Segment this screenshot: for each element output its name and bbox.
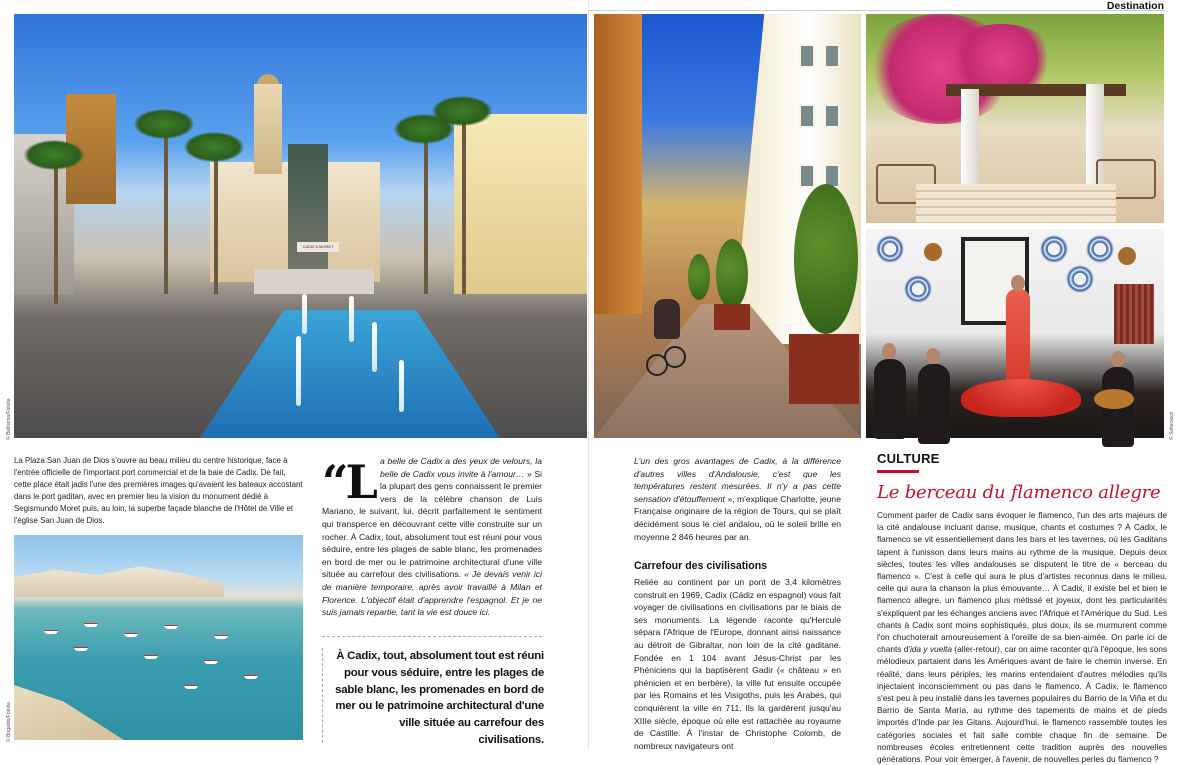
civilisations-paragraph: Reliée au continent par un pont de 3,4 kilomètres construit en 1969, Cadix (Cádiz en espagnol) vous fait voyager de civilisations en civilisations par le biais de ses monuments. La légende raconte qu'Hercule sépara l'Afrique de l'Europe, donnant ainsi naissance au détroit de Gibraltar, non loin de la cité gaditane. Fondée en 1 104 avant Jésus-Christ par les Phéniciens qui la baptisèrent Gadir (« château » en phénicien et en berbère), la ville fut ensuite occupée par les Romains et les Visigoths, puis les Arabes, qui conquièrent la ville en 711. Ils la gardèrent jusqu'au XIIIe siècle, époque où elle est rattachée au royaume de Castille. À l'instar de Christophe Colomb, de nombreux navigateurs ont — [634, 577, 841, 751]
guitar — [1094, 389, 1134, 409]
dancer-head — [1011, 275, 1025, 291]
culture-italic: ida y vuelta — [909, 644, 952, 655]
culture-rule — [877, 470, 919, 473]
culture-tag: CULTURE — [877, 451, 940, 466]
boat — [44, 630, 58, 634]
plaza-caption: La Plaza San Juan de Dios s'ouvre au beau milieu du centre historique, face à l'entrée officielle de l'important port commercial et de la baie de Cadix. De fait, cette place était jadis l'une des premières images qu'avaient les bateaux accostant dans le port gaditan, avec en premier lieu la vision du monument dédié à Segismundo Moret puis, au loin, la superbe façade blanche de l'Hôtel de Ville et l'église San Juan de Dios. — [14, 456, 303, 525]
article-column — [634, 455, 841, 543]
planter — [714, 304, 750, 330]
musician-head — [926, 348, 940, 364]
culture-title: Le berceau du flamenco allegre — [877, 482, 1161, 503]
ceramic-plate — [1066, 265, 1094, 293]
cadiz-beach-photo — [14, 535, 303, 740]
copper-pan — [1118, 247, 1136, 265]
garden-steps — [916, 184, 1116, 223]
divider — [322, 636, 542, 637]
boat — [84, 623, 98, 627]
building — [454, 114, 587, 294]
dancer-dress — [961, 379, 1081, 417]
musician — [918, 364, 950, 444]
window — [799, 44, 815, 68]
window — [824, 104, 840, 128]
intro-quote: a belle de Cadix a des yeux de velours, la belle de Cadix vous invite à l'amour… — [380, 456, 542, 479]
section-label: Destination — [1106, 0, 1164, 12]
palm-tree — [462, 109, 466, 294]
musician-head — [882, 343, 896, 359]
palm-tree — [164, 124, 168, 294]
culture-text-1: Comment parler de Cadix sans évoquer le flamenco, l'un des arts majeurs de la cité andalouse incluant danse, musique, chants et costumes ? À Cadix, le flamenco se vit essentiellement dans les bars et les tavernes, où les Gaditans tapent à l'unisson dans leurs mains au rythme de la musique. Depuis deux siècles, toutes les villes andalouses se disputent le titre de « berceau du flamenco ». C'est à celle qui aura le plus d'artistes reconnus dans le milieu, celle qui aura la chanson la plus émouvante… À Cadix, il existe bel et bien le flamenco allegre, un flamenco plus métissé et joyeux, dont les particularités s'expliquent par les échanges anciens avec l'Afrique et l'Amérique du Sud. Les chants à Cadix sont moins sophistiqués, plus doux, ils se murmurent comme l'on chuchoterait amoureusement à l'oreille de sa bien-aimée. On parle ici de chants d' — [877, 510, 1167, 655]
flamenco-performance-photo — [866, 229, 1164, 438]
cadiz-street-photo — [594, 14, 861, 438]
window — [799, 104, 815, 128]
ceramic-plate — [904, 275, 932, 303]
cypress-shrub — [716, 239, 748, 309]
palm-frond — [432, 96, 492, 126]
fountain-jet — [296, 336, 301, 406]
header-rule — [589, 10, 1165, 11]
planter — [789, 334, 859, 404]
cypress-shrub — [794, 184, 858, 334]
photo-credit: © Bellisima/Fotolia — [6, 398, 12, 440]
boat — [244, 675, 258, 679]
culture-paragraph — [877, 509, 1167, 765]
cyclist — [654, 299, 680, 339]
palm-tree — [214, 144, 218, 294]
drop-cap: “L — [322, 455, 375, 509]
palm-frond — [184, 132, 244, 162]
fountain-jet — [372, 322, 377, 372]
bicycle-wheel — [664, 346, 686, 368]
section-heading: Carrefour des civilisations — [634, 560, 768, 572]
fountain-jet — [349, 296, 354, 342]
building-facade — [594, 14, 642, 314]
intro-text: » Si la plupart des gens connaissent le premier vers de la célèbre chanson de Luis Mariano, le suivant, lui, décrit parfaitement le sentiment qui transperce en découvrant cette ville construite sur un rocher. À Cadix, tout, absolument tout est réuni pour vous séduire, entre les plages de sable blanc, les promenades en bord de mer ou le patrimoine architectural d'une ville située au carrefour des civilisations. — [322, 468, 543, 580]
plaza-san-juan-de-dios-photo — [14, 14, 587, 438]
window — [824, 44, 840, 68]
garden-pergola-photo — [866, 14, 1164, 223]
beach-sand — [14, 685, 124, 740]
culture-text-2: (aller-retour), car on aime raconter qu'à l'époque, les sons mélodieux partaient dans les Amériques avant de faire le chemin inverse. En réalité, dans leurs périples, les marins entendaient d'autres mélodies qu'ils injectaient inconsciemment ou pas dans le flamenco. À Cadix, le flamenco s'est peu à peu installé dans les tavernes populaires du Barrio de la Viña et du Barrio de Santa María, au rythme des tapements de mains et de pieds importés d'Inde par les Gitans. Aujourd'hui, le flamenco rassemble toutes les catégories sociales et fait salle comble chaque fin de semaine. De nombreuses écoles entretiennent cette tradition auprès des nouvelles générations. Pour voir émerger, à l'avenir, de nouvelles perles du flamenco ? — [877, 644, 1167, 765]
window — [799, 164, 815, 188]
musician — [874, 359, 906, 439]
copper-pan — [924, 243, 942, 261]
palm-frond — [24, 140, 84, 170]
palm-frond — [134, 109, 194, 139]
ceramic-plate — [876, 235, 904, 263]
boat — [184, 685, 198, 689]
boat — [124, 633, 138, 637]
pull-quote: À Cadix, tout, absolument tout est réuni pour vous séduire, entre les plages de sable blanc, les promenades en bord de mer ou le patrimoine architectural d'une ville située au carrefour des civilisations. — [322, 648, 544, 743]
charlotte-text: », m'explique Charlotte, jeune Française originaire de la région de Tours, qui se plaît décidément sous le ciel andalou, où le soleil brille en moyenne 2 846 heures par an. — [634, 493, 841, 542]
intro-paragraph — [322, 455, 542, 619]
boat — [204, 660, 218, 664]
ceramic-plate — [1086, 235, 1114, 263]
boat — [214, 635, 228, 639]
flamenco-dancer — [1006, 289, 1030, 389]
drop-cap-spacer — [322, 455, 380, 509]
photo-credit: © Bogaldo/Fotolia — [6, 702, 12, 742]
charlotte-quote: L'un des gros avantages de Cadix, à la différence d'autres villes d'Andalousie, c'est que les températures restent mesurées. Il n'y a pas cette sensation d'étouffement — [634, 456, 841, 504]
ceramic-plate — [1040, 235, 1068, 263]
photo-credit: © Saltersock — [1169, 411, 1175, 440]
boat — [164, 625, 178, 629]
monument-base — [254, 269, 374, 294]
boat — [144, 655, 158, 659]
palm-tree — [54, 154, 58, 304]
fountain-jet — [399, 360, 404, 412]
palm-tree — [424, 129, 428, 294]
window-curtain — [1114, 284, 1154, 344]
pergola-pillar — [961, 89, 979, 199]
cypress-shrub — [688, 254, 710, 300]
right-page — [589, 0, 1178, 765]
intro-quote-2: « Je devais venir ici de manière temporaire, après avoir travaillé à Milan et Florence. L'objectif était d'apprendre l'espagnol. Et je ne suis jamais repartie, tant la vie est douce ici. — [322, 569, 542, 618]
left-page — [0, 0, 589, 750]
musician-head — [1111, 351, 1125, 367]
monument-plaque: CADIZ A MORET — [297, 242, 339, 252]
clock-tower — [254, 84, 282, 174]
fountain-jet — [302, 294, 307, 334]
seafront-buildings — [14, 563, 224, 597]
boat — [74, 647, 88, 651]
